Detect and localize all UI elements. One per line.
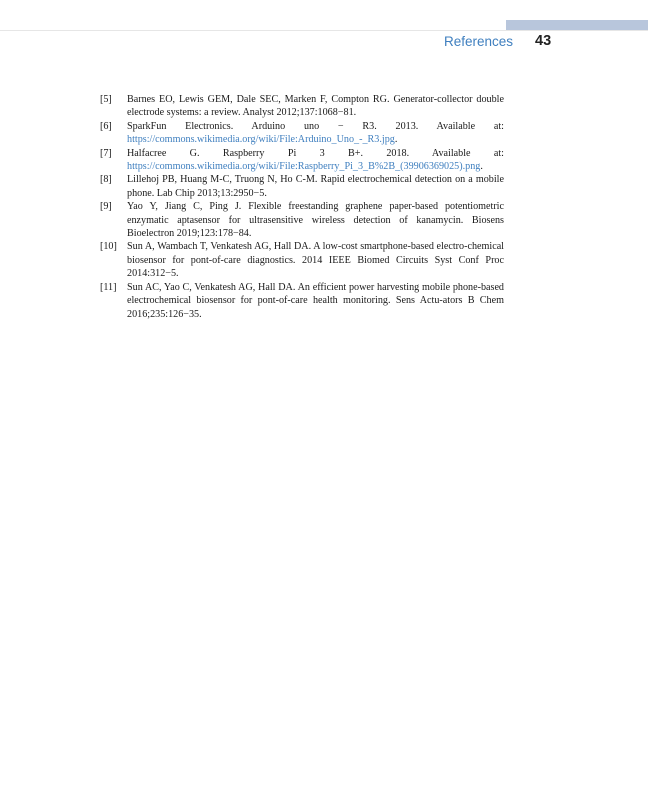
reference-number: [7] (100, 147, 112, 159)
reference-tail: . (394, 134, 398, 146)
reference-text: Yao Y, Jiang C, Ping J. Flexible freestanding graphene paper-based potentiometric enzymatic aptasensor for ultrasensitive wireless detection of kanamycin. Biosens Bioelectron 2019;123:178−84. (127, 201, 504, 240)
reference-item (100, 120, 504, 147)
reference-text: Lillehoj PB, Huang M-C, Truong N, Ho C-M. Rapid electrochemical detection on a mobile phone. Lab Chip 2013;13:2950−5. (127, 174, 504, 199)
reference-tail: . (480, 161, 483, 173)
reference-link[interactable]: https://commons.wikimedia.org/wiki/File:Raspberry_Pi_3_B%2B_(39906369025).png (127, 161, 481, 173)
reference-text: Sun AC, Yao C, Venkatesh AG, Hall DA. An efficient power harvesting mobile phone-based electrochemical biosensor for pont-of-care health monitoring. Sens Actu-ators B Chem 2016;235:126−35. (127, 281, 504, 320)
header-rule (0, 30, 648, 31)
reference-text: SparkFun Electronics. Arduino uno − R3. 2013. Available at: (127, 120, 504, 132)
reference-number: [5] (100, 94, 112, 105)
reference-item (100, 173, 504, 200)
reference-item (100, 93, 504, 120)
reference-text: Barnes EO, Lewis GEM, Dale SEC, Marken F, Compton RG. Generator-collector double electrode systems: a review. Analyst 2012;137:1068−81. (127, 94, 504, 119)
reference-number: [6] (100, 120, 112, 132)
reference-text: Sun A, Wambach T, Venkatesh AG, Hall DA. A low-cost smartphone-based electro-chemical biosensor for pont-of-care diagnostics. 2014 IEEE Biomed Circuits Syst Conf Proc 2014:312−5. (127, 241, 504, 280)
header-accent-bar (506, 20, 648, 30)
reference-number: [8] (100, 174, 112, 186)
reference-number: [10] (100, 241, 117, 253)
reference-item (100, 147, 504, 174)
reference-item (100, 240, 504, 280)
reference-number: [9] (100, 201, 112, 213)
reference-text: Halfacree G. Raspberry Pi 3 B+. 2018. Available at: (127, 147, 504, 159)
reference-number: [11] (100, 281, 117, 293)
reference-item (100, 200, 504, 240)
reference-list (100, 93, 504, 321)
page-number: 43 (535, 33, 552, 49)
reference-link[interactable]: https://commons.wikimedia.org/wiki/File:Arduino_Uno_-_R3.jpg (127, 134, 395, 146)
running-head-section: References (444, 34, 514, 49)
reference-item (100, 281, 504, 321)
